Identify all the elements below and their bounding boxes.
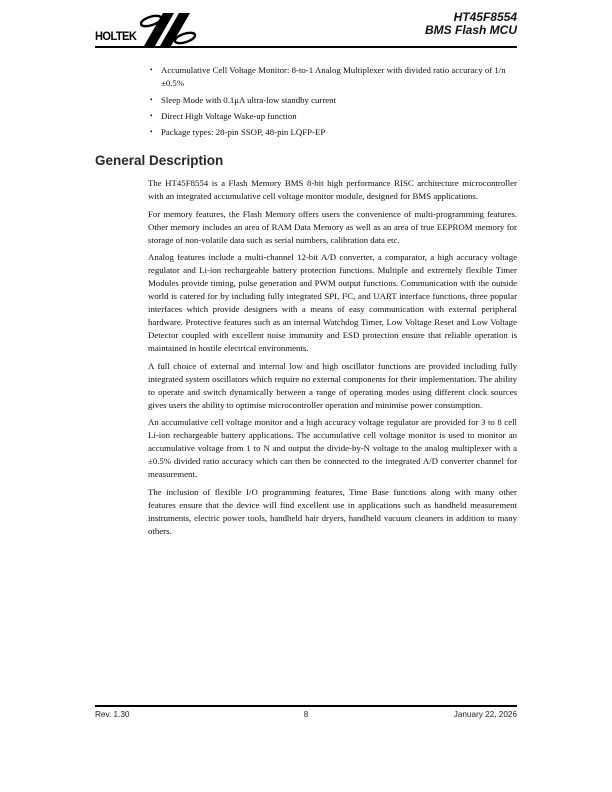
bullet-icon: • — [150, 111, 153, 120]
page-number: 8 — [303, 710, 309, 719]
holtek-logo-text: HOLTEK — [95, 29, 137, 43]
feature-list — [150, 64, 518, 143]
feature-text: Direct High Voltage Wake-up function — [161, 110, 297, 121]
list-item — [150, 94, 518, 107]
list-item — [150, 64, 518, 90]
holtek-logo — [95, 12, 207, 46]
part-number: HT45F8554 — [453, 10, 517, 24]
list-item — [150, 110, 518, 123]
header-title — [425, 11, 517, 36]
paragraph: For memory features, the Flash Memory offers users the convenience of multi-programming features. Other memory includes an area of RAM Data Memory as well as an area of true EEPROM memory for storage of non-volatile data such as serial numbers, calibration data etc. — [148, 208, 517, 245]
page-footer — [95, 710, 517, 719]
footer-rule — [95, 705, 517, 707]
feature-text: Package types: 28-pin SSOP, 48-pin LQFP-EP — [161, 127, 326, 138]
paragraph: The HT45F8554 is a Flash Memory BMS 8-bit high performance RISC architecture microcontroller with an integrated accumulative cell voltage monitor module, designed for BMS applications. — [148, 178, 517, 201]
feature-text: Sleep Mode with 0.1μA ultra-low standby current — [161, 94, 337, 105]
date-label: January 22, 2026 — [453, 710, 518, 719]
paragraph: An accumulative cell voltage monitor and a high accuracy voltage regulator are provided for 3 to 8 cell Li-ion rechargeable battery applications. The accumulative cell voltage monitor is used to monitor an accumulative voltage from 1 to N and output the divide-by-N voltage to the analog multiplexer with a ±0.5% divided ratio accuracy which can then be connected to the integrated A/D converter channel for measurement. — [148, 417, 517, 480]
bullet-icon: • — [150, 95, 153, 104]
product-family: BMS Flash MCU — [424, 22, 517, 37]
bullet-icon: • — [150, 66, 153, 74]
list-item — [150, 126, 518, 139]
section-body — [148, 177, 517, 543]
feature-text: Accumulative Cell Voltage Monitor: 8-to-1 Analog Multiplexer with divided ratio accuracy of 1/n ±0.5% — [161, 65, 506, 89]
revision-label: Rev. 1.30 — [95, 710, 130, 719]
holtek-emblem-icon — [140, 13, 197, 46]
paragraph: A full choice of external and internal low and high oscillator functions are provided including fully integrated system oscillators which require no external components for their implementation. The ability to operate and switch dynamically between a range of operating modes using different clock sources gives users the ability to optimise microcontroller operation and minimise power consumption. — [148, 360, 517, 410]
section-heading: General Description — [95, 153, 224, 168]
paragraph: The inclusion of flexible I/O programming features, Time Base functions along with many other features ensure that the device will find excellent use in applications such as handheld measurement instruments, electric power tools, handheld hair dryers, handheld vacuum cleaners in addition to many others. — [148, 486, 517, 536]
header-rule — [95, 46, 517, 48]
bullet-icon: • — [150, 128, 153, 137]
paragraph: Analog features include a multi-channel 12-bit A/D converter, a comparator, a high accuracy voltage regulator and Li-ion rechargeable battery protection functions. Multiple and extremely flexible Timer Modules provide timing, pulse generation and PWM output functions. Communication with the outside world is catered for by including fully integrated SPI, I²C, and UART interface functions, three popular interfaces which provide designers with a means of easy communication with external peripheral hardware. Protective features such as an internal Watchdog Timer, Low Voltage Reset and Low Voltage Detector coupled with excellent noise immunity and ESD protection ensure that reliable operation is maintained in hostile electrical environments. — [148, 252, 517, 354]
